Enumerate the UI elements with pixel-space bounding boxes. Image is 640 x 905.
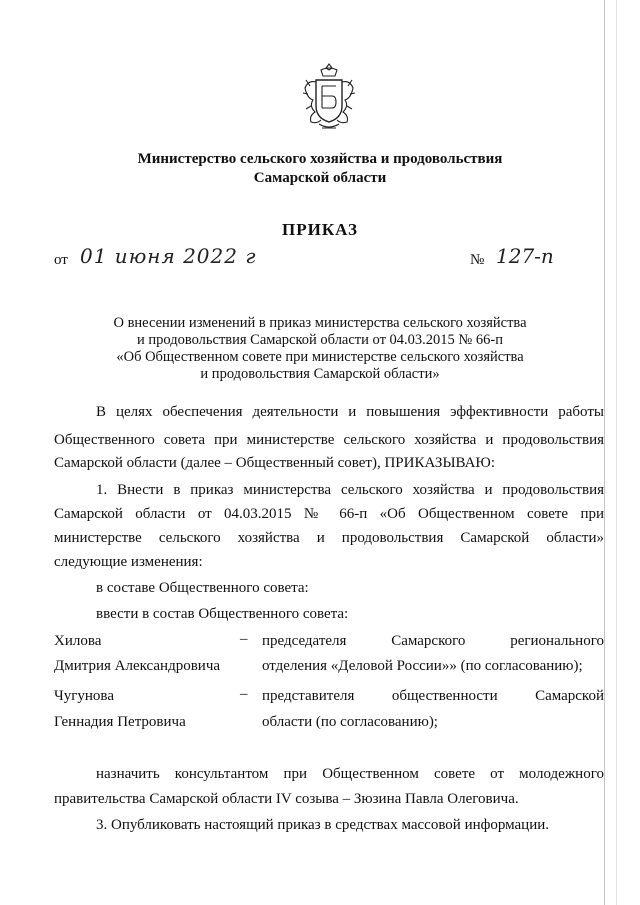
item1-line: Самарской области от 04.03.2015 № 66-п «Об Общественном совете при xyxy=(54,506,604,522)
preamble-line: Самарской области (далее – Общественный совет), ПРИКАЗЫВАЮ: xyxy=(54,455,496,471)
number-prefix: № xyxy=(470,252,485,268)
handwritten-date: 01 июня 2022 г xyxy=(80,244,257,268)
member-role: области (по согласованию); xyxy=(262,714,438,730)
member-surname: Хилова xyxy=(54,633,102,649)
subject-line: и продовольствия Самарской области от 04.03.2015 № 66-п xyxy=(137,332,503,348)
preamble-line: В целях обеспечения деятельности и повышения эффективности работы xyxy=(96,404,604,420)
subject-line: «Об Общественном совете при министерстве сельского хозяйства xyxy=(116,349,524,365)
member-role: отделения «Деловой России»» (по согласованию); xyxy=(262,658,583,674)
preamble-line: Общественного совета при министерстве сельского хозяйства и продовольствия xyxy=(54,432,604,448)
appoint-line: правительства Самарской области IV созыва – Зюзина Павла Олеговича. xyxy=(54,791,519,807)
ministry-name-line2: Самарской области xyxy=(253,170,387,186)
add-members-heading: ввести в состав Общественного совета: xyxy=(96,606,349,622)
item1-line: 1. Внести в приказ министерства сельского хозяйства и продовольствия xyxy=(96,482,604,498)
item1-line: министерстве сельского хозяйства и продовольствия Самарской области» xyxy=(54,530,604,546)
handwritten-number: 127-п xyxy=(496,244,554,268)
member-role: председателя Самарского регионального xyxy=(262,633,604,649)
member-role: представителя общественности Самарской xyxy=(262,688,604,704)
page-edge-line-secondary xyxy=(616,0,617,905)
member-dash: – xyxy=(240,631,248,647)
member-surname: Чугунова xyxy=(54,688,114,704)
composition-heading: в составе Общественного совета: xyxy=(96,580,309,596)
coat-of-arms-icon xyxy=(302,62,356,134)
subject-line: и продовольствия Самарской области» xyxy=(200,366,440,382)
appoint-line: назначить консультантом при Общественном совете от молодежного xyxy=(96,766,604,782)
member-dash: – xyxy=(240,686,248,702)
order-title: ПРИКАЗ xyxy=(282,220,358,239)
item1-line: следующие изменения: xyxy=(54,554,203,570)
member-given-name: Дмитрия Александровича xyxy=(54,658,221,674)
ministry-name-line1: Министерство сельского хозяйства и продовольствия xyxy=(137,151,503,167)
page-edge-line xyxy=(604,0,605,905)
subject-line: О внесении изменений в приказ министерства сельского хозяйства xyxy=(113,315,527,331)
item3-line: 3. Опубликовать настоящий приказ в средствах массовой информации. xyxy=(96,817,550,833)
member-given-name: Геннадия Петровича xyxy=(54,714,186,730)
date-prefix: от xyxy=(54,252,68,268)
